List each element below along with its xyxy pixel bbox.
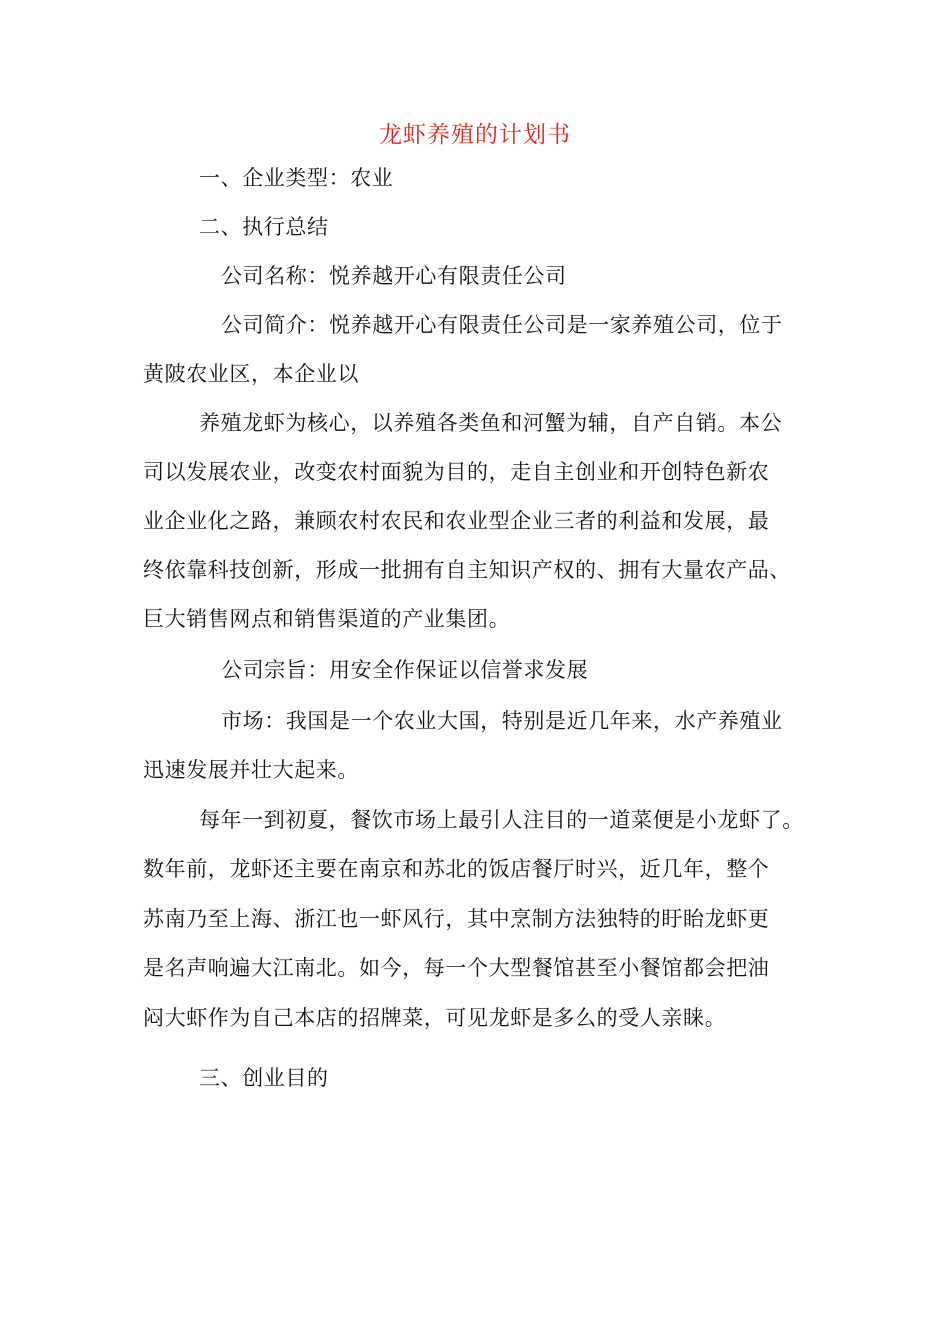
company-intro-line-3: 养殖龙虾为核心，以养殖各类鱼和河蟹为辅，自产自销。本公 bbox=[199, 411, 783, 435]
company-purpose-line: 公司宗旨：用安全作保证以信誉求发展 bbox=[221, 658, 589, 682]
market-line-5: 苏南乃至上海、浙江也一虾风行，其中烹制方法独特的盱眙龙虾更 bbox=[143, 907, 770, 931]
market-line-2: 迅速发展并壮大起来。 bbox=[143, 758, 359, 782]
company-intro-line-6: 终依靠科技创新，形成一批拥有自主知识产权的、拥有大量农产品、 bbox=[143, 558, 791, 582]
market-line-7: 闷大虾作为自己本店的招牌菜，可见龙虾是多么的受人亲睐。 bbox=[143, 1006, 727, 1030]
market-line-6: 是名声响遍大江南北。如今，每一个大型餐馆甚至小餐馆都会把油 bbox=[143, 956, 770, 980]
company-name-line: 公司名称：悦养越开心有限责任公司 bbox=[221, 264, 567, 288]
market-line-4: 数年前，龙虾还主要在南京和苏北的饭店餐厅时兴，近几年，整个 bbox=[143, 857, 770, 881]
market-line-3: 每年一到初夏，餐饮市场上最引人注目的一道菜便是小龙虾了。 bbox=[199, 808, 804, 832]
company-intro-line-5: 业企业化之路，兼顾农村农民和农业型企业三者的利益和发展，最 bbox=[143, 509, 770, 533]
company-intro-line-7: 巨大销售网点和销售渠道的产业集团。 bbox=[143, 607, 511, 631]
market-line-1: 市场：我国是一个农业大国，特别是近几年来，水产养殖业 bbox=[221, 709, 783, 733]
section-heading-2: 二、执行总结 bbox=[199, 215, 329, 239]
section-heading-3: 三、创业目的 bbox=[199, 1066, 329, 1090]
section-heading-1: 一、企业类型：农业 bbox=[199, 166, 394, 190]
company-intro-line-2: 黄陂农业区，本企业以 bbox=[143, 362, 359, 386]
document-title: 龙虾养殖的计划书 bbox=[379, 122, 571, 148]
company-intro-line-1: 公司简介：悦养越开心有限责任公司是一家养殖公司，位于 bbox=[221, 313, 783, 337]
company-intro-line-4: 司以发展农业，改变农村面貌为目的，走自主创业和开创特色新农 bbox=[143, 460, 770, 484]
